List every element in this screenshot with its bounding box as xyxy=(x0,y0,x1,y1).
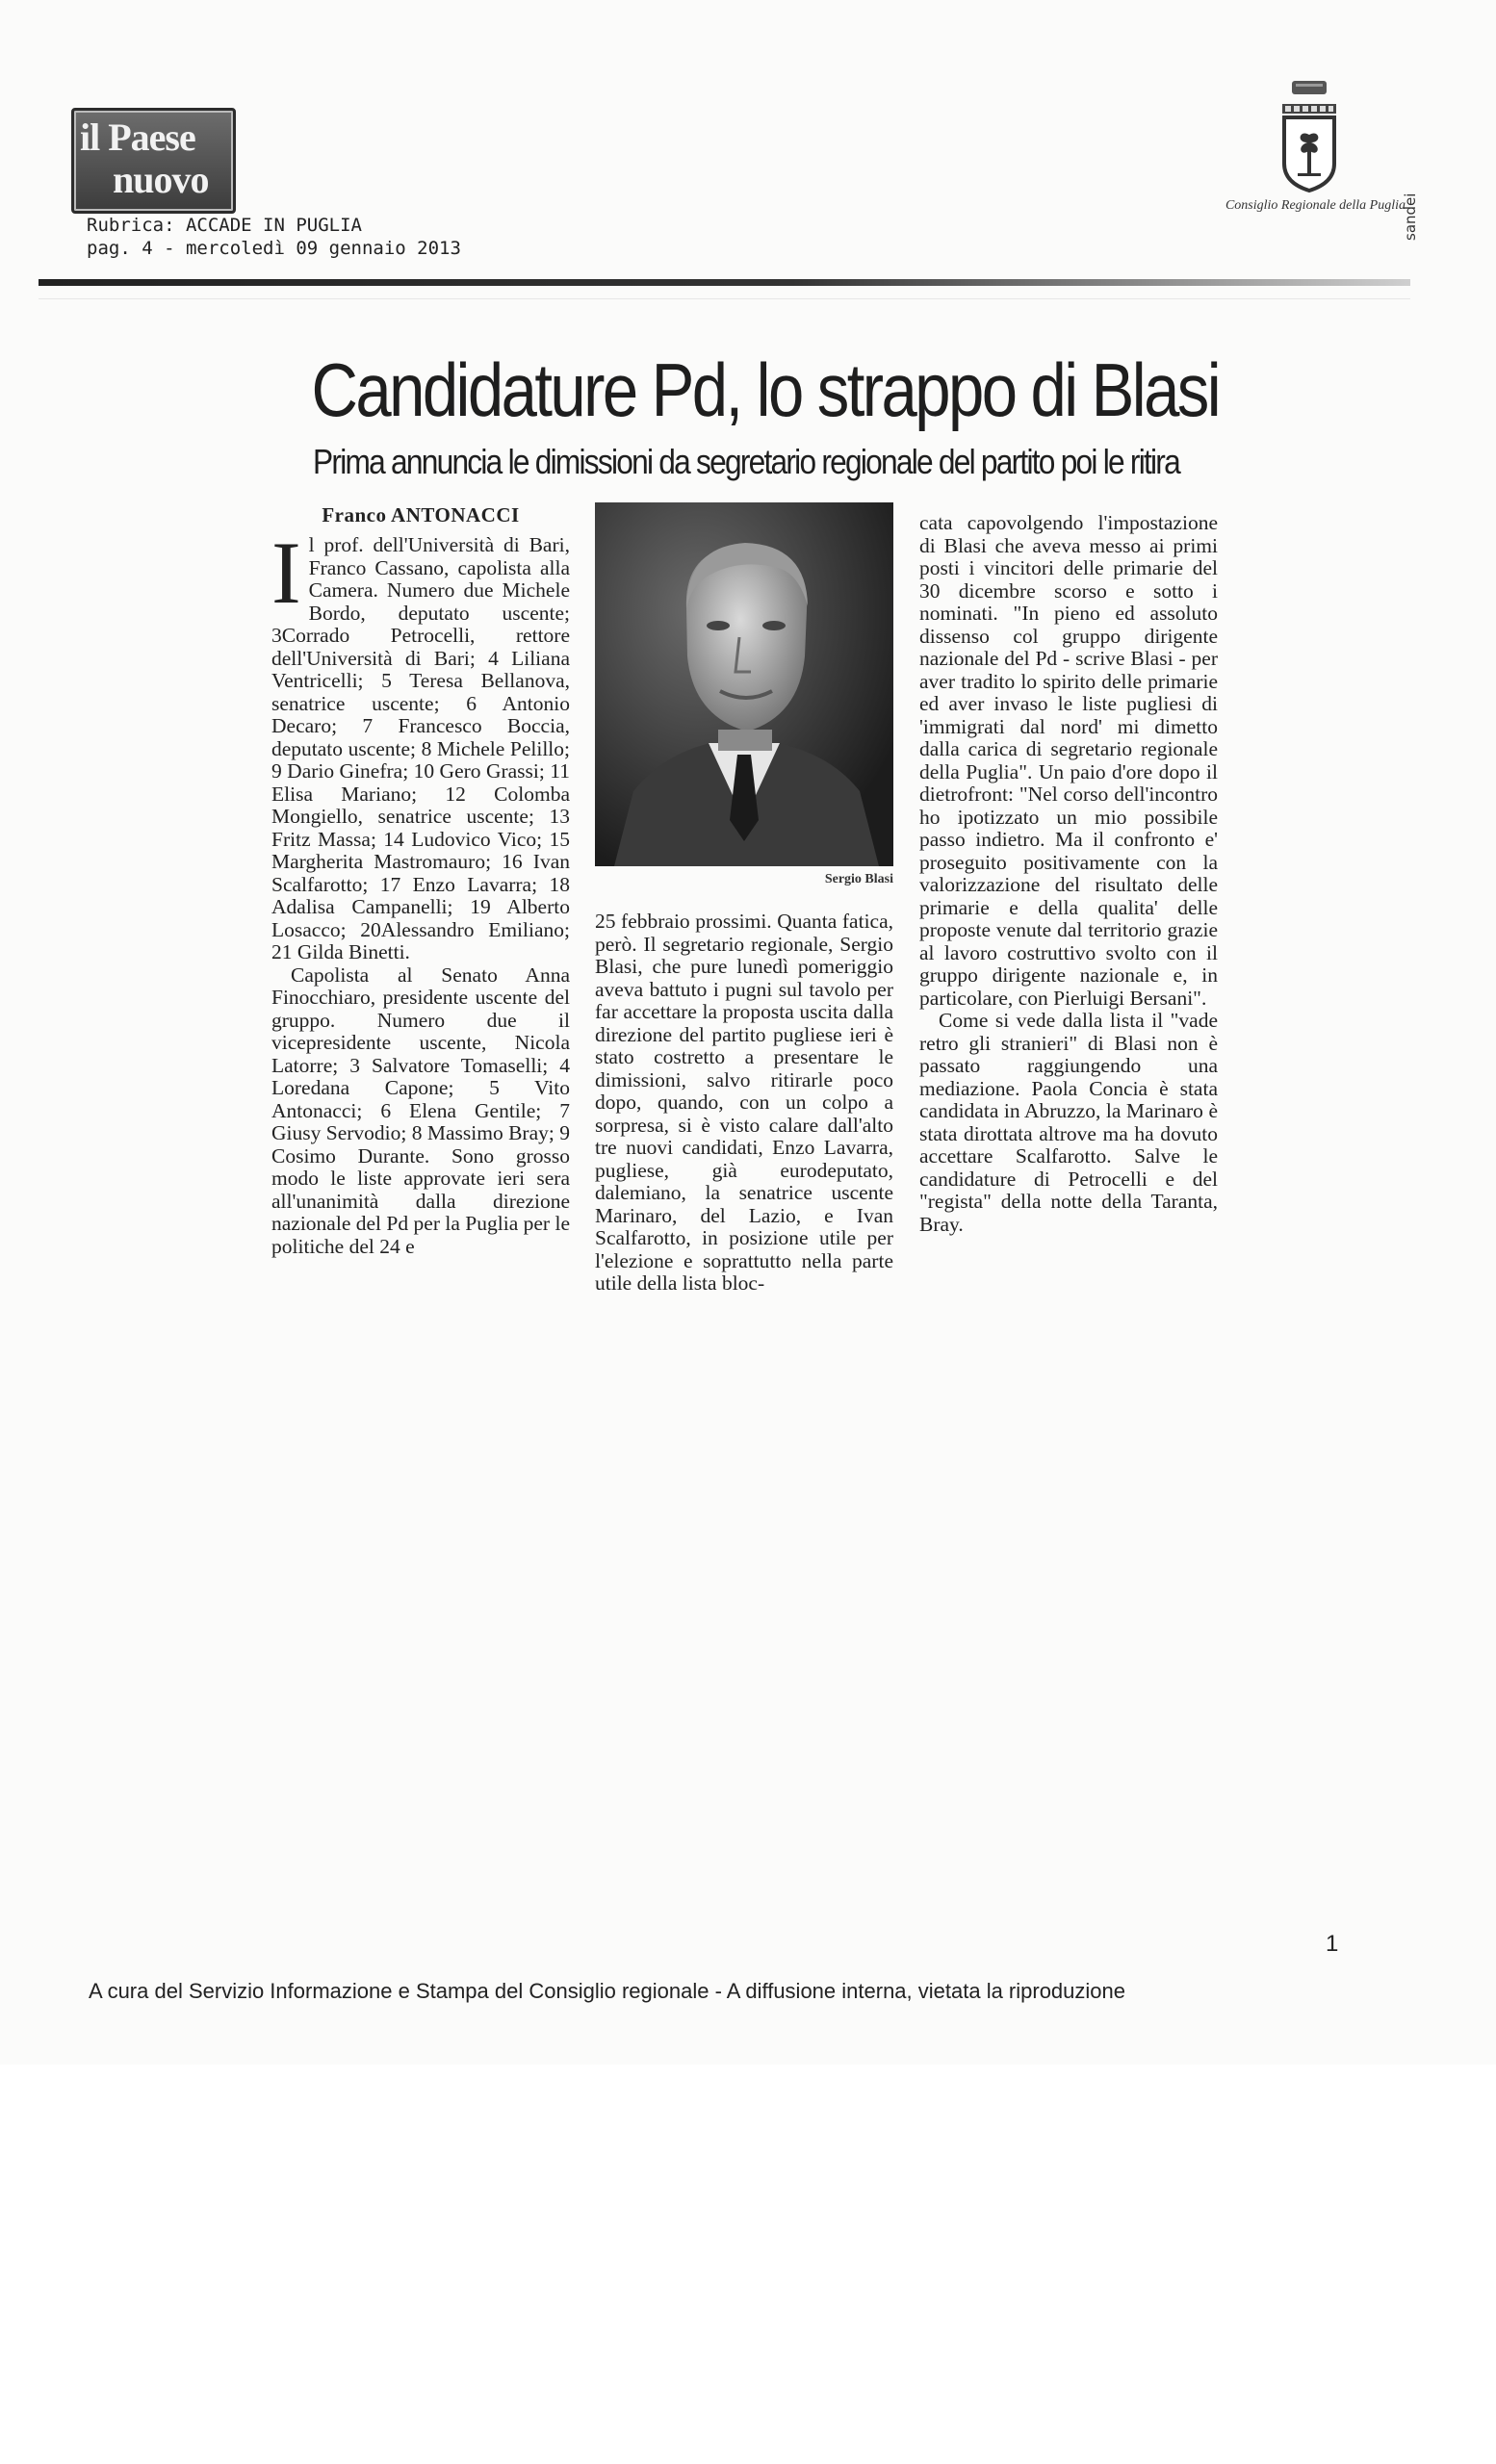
footer-notice: A cura del Servizio Informazione e Stampa del Consiglio regionale - A diffusione interna, vietata la riproduzione xyxy=(89,1979,1126,2003)
page-number: 1 xyxy=(1326,1931,1339,1957)
page-date: pag. 4 - mercoledì 09 gennaio 2013 xyxy=(87,238,461,259)
column-1-paragraph-2: Capolista al Senato Anna Finocchiaro, presidente uscente del gruppo. Numero due il vicepresidente uscente, Nicola Latorre; 3 Salvatore Tomaselli; 4 Loredana Capone; 5 Vito Antonacci; 6 Elena Gentile; 7 Giusy Servodio; 8 Massimo Bray; 9 Cosimo Durante. Sono grosso modo le liste approvate ieri sera all'unanimità dalla direzione nazionale del Pd per la Puglia per le politiche del 24 e xyxy=(271,962,570,1258)
column-3-paragraph-1: cata capovolgendo l'impostazione di Blasi che aveva messo ai primi posti i vincitori delle primarie del 30 dicembre scorso e sotto i nominati. "In pieno ed assoluto dissenso col gruppo dirigente nazionale del Pd - scrive Blasi - per aver tradito lo spirito delle primarie ed aver invaso le liste pugliesi di 'immigrati dal nord' mi dimetto dalla carica di segretario regionale della Puglia". Un paio d'ore dopo il dietrofront: "Nel corso dell'incontro ho ipotizzato un mio possibile passo indietro. Ma il confronto e' proseguito positivamente con la valorizzazione del risultato delle primarie e della qualita' delle proposte venute dal territorio grazie al lavoro costruttivo svolto con il gruppo dirigente nazionale e, in particolare, con Pierluigi Bersani". xyxy=(919,511,1218,1010)
drop-cap: I xyxy=(271,524,301,622)
article-subheadline: Prima annuncia le dimissioni da segretario regionale del partito poi le ritira xyxy=(313,442,1179,481)
column-1-paragraph-1-text: l prof. dell'Università di Bari, Franco Cassano, capolista alla Camera. Numero due Michele Bordo, deputato uscente; 3Corrado Petrocelli, rettore dell'Università di Bari; 4 Liliana Ventricelli; 5 Teresa Bellanova, senatrice uscente; 6 Antonio Decaro; 7 Francesco Boccia, deputato uscente; 8 Michele Pelillo; 9 Dario Ginefra; 10 Gero Grassi; 11 Elisa Mariano; 12 Colomba Mongiello, senatrice uscente; 13 Fritz Massa; 14 Ludovico Vico; 15 Margherita Mastromauro; 16 Ivan Scalfarotto; 17 Enzo Lavarra; 18 Adalisa Campanelli; 19 Alberto Losacco; 20Alessandro Emiliano; 21 Gilda Binetti. xyxy=(271,533,570,963)
logo-line-2: nuovo xyxy=(113,158,209,201)
header-divider-thin xyxy=(39,298,1410,299)
column-2-paragraph-1: 25 febbraio prossimi. Quanta fatica, però. Il segretario regionale, Sergio Blasi, che pure lunedì pomeriggio aveva battuto i pugni sul tavolo per far accettare la proposta uscita dalla direzione del partito pugliese ieri è stato costretto a presentare le dimissioni, salvo ritirarle poco dopo, quando, con un colpo a sorpresa, si è visto calare dall'alto tre nuovi candidati, Enzo Lavarra, pugliese, già eurodeputato, dalemiano, la senatrice uscente Marinaro, del Lazio, e Ivan Scalfarotto, in posizione utile per l'elezione e soprattutto nella parte utile della lista bloc- xyxy=(595,910,893,1295)
newspaper-logo xyxy=(71,108,236,214)
article-byline: Franco ANTONACCI xyxy=(322,503,520,526)
article-headline: Candidature Pd, lo strappo di Blasi xyxy=(311,347,1220,432)
photo-caption: Sergio Blasi xyxy=(824,872,893,886)
council-name: Consiglio Regionale della Puglia xyxy=(1225,198,1406,213)
portrait-photo xyxy=(595,502,893,866)
rubrica-label: Rubrica: ACCADE IN PUGLIA xyxy=(87,215,362,236)
article-column-2 xyxy=(595,911,893,1296)
column-1-paragraph-1 xyxy=(271,524,570,964)
article-column-3 xyxy=(919,512,1218,1236)
logo-line-1: il Paese xyxy=(80,116,195,159)
portrait-person-icon xyxy=(595,502,893,866)
header-divider xyxy=(39,279,1410,286)
side-tag: sandei xyxy=(1402,192,1419,241)
rubrica-info xyxy=(87,214,461,260)
article-column-1 xyxy=(271,524,570,1258)
regional-crest-icon xyxy=(1278,79,1340,194)
column-3-paragraph-2: Come si vede dalla lista il "vade retro gli stranieri" di Blasi non è passato raggiungendo una mediazione. Paola Concia è stata candidata in Abruzzo, la Marinaro è stata dirottata altrove ma ha dovuto accettare Scalfarotto. Salve le candidature di Petrocelli e del "regista" della notte della Taranta, Bray. xyxy=(919,1009,1218,1236)
